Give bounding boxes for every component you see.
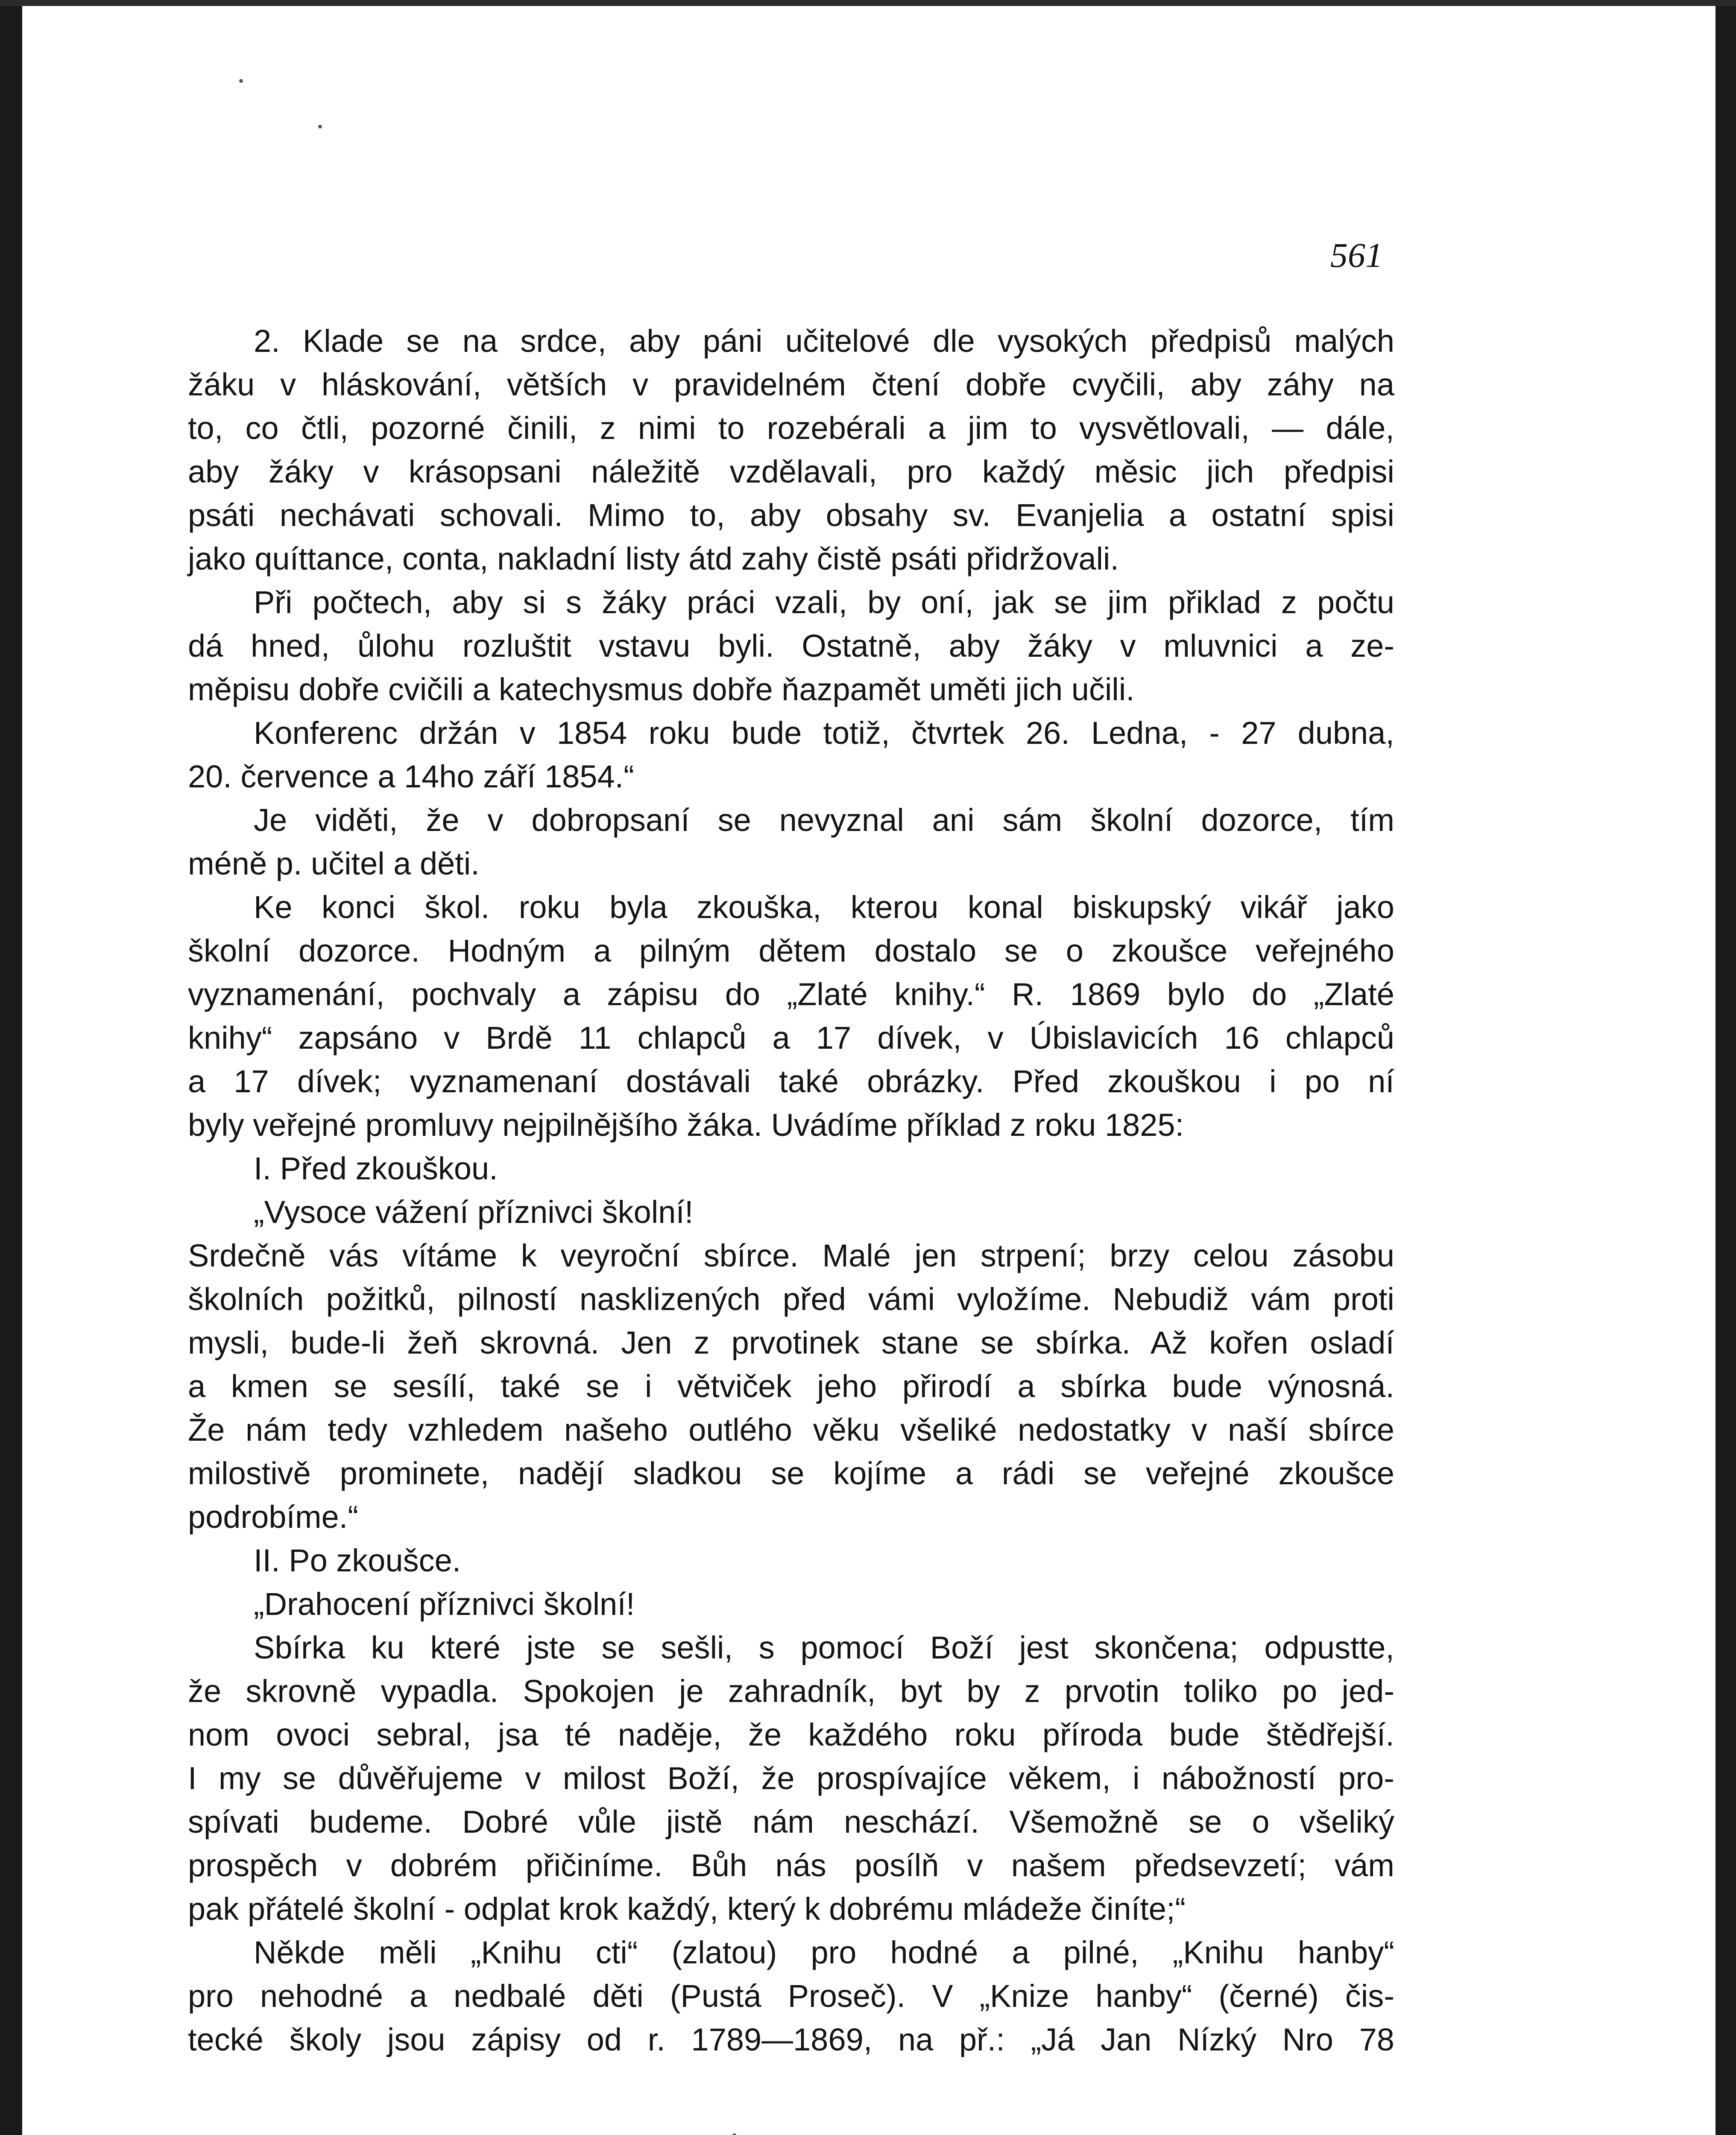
scan-speck: [318, 125, 322, 129]
body-text: [188, 319, 1394, 2062]
text-line: podrobíme.“: [188, 1499, 358, 1535]
text-line: prospěch v dobrém přičiníme. Bůh nás posílň v našem předsevzetí; vám: [188, 1848, 1394, 1883]
scan-border-right: [1716, 0, 1736, 2135]
text-line: měpisu dobře cvičili a katechysmus dobře ňazpamět uměti jich učili.: [188, 672, 1135, 707]
text-line: II. Po zkoušce.: [254, 1543, 461, 1578]
page-number: 561: [1330, 236, 1383, 275]
text-line: Sbírka ku které jste se sešli, s pomocí Boží jest skončena; odpustte,: [254, 1630, 1394, 1665]
text-line: Srdečně vás vítáme k veyroční sbírce. Malé jen strpení; brzy celou zásobu: [188, 1238, 1394, 1273]
text-line: pak přátelé školní - odplat krok každý, který k dobrému mládeže činíte;“: [188, 1891, 1186, 1927]
text-line: Ke konci škol. roku byla zkouška, kterou konal biskupský vikář jako: [254, 889, 1394, 925]
text-line: nom ovoci sebral, jsa té naděje, že každého roku příroda bude štědřejší.: [188, 1717, 1394, 1752]
text-line: Někde měli „Knihu cti“ (zlatou) pro hodné a pilné, „Knihu hanby“: [254, 1935, 1394, 1970]
text-line: Při počtech, aby si s žáky práci vzali, by oní, jak se jim přiklad z počtu: [254, 585, 1394, 620]
text-line: milostivě prominete, nadějí sladkou se kojíme a rádi se veřejné zkoušce: [188, 1456, 1394, 1491]
text-line: spívati budeme. Dobré vůle jistě nám neschází. Všemožně se o všeliký: [188, 1804, 1394, 1840]
text-line: byly veřejné promluvy nejpilnějšího žáka. Uvádíme příklad z roku 1825:: [188, 1107, 1184, 1143]
text-line: I. Před zkouškou.: [254, 1151, 498, 1186]
text-line: „Vysoce vážení příznivci školní!: [254, 1194, 694, 1230]
text-line: 2. Klade se na srdce, aby páni učitelové dle vysokých předpisů malých: [254, 323, 1394, 359]
text-line: 20. července a 14ho září 1854.“: [188, 759, 634, 794]
text-line: aby žáky v krásopsani náležitě vzdělavali, pro každý měsic jich předpisi: [188, 454, 1394, 489]
scan-speck: [732, 2133, 736, 2135]
text-line: psáti nechávati schovali. Mimo to, aby obsahy sv. Evanjelia a ostatní spisi: [188, 497, 1394, 533]
text-line: Že nám tedy vzhledem našeho outlého věku všeliké nedostatky v naší sbírce: [188, 1412, 1394, 1448]
text-line: „Drahocení příznivci školní!: [254, 1586, 635, 1622]
scan-border-top: [0, 0, 1736, 6]
scan-border-left: [0, 0, 22, 2135]
text-line: mysli, bude-li žeň skrovná. Jen z prvotinek stane se sbírka. Až kořen osladí: [188, 1325, 1394, 1360]
text-line: tecké školy jsou zápisy od r. 1789—1869, na př.: „Já Jan Nízký Nro 78: [188, 2022, 1394, 2057]
text-line: dá hned, ůlohu rozluštit vstavu byli. Ostatně, aby žáky v mluvnici a ze-: [188, 628, 1394, 664]
text-line: knihy“ zapsáno v Brdě 11 chlapců a 17 dívek, v Úbislavicích 16 chlapců: [188, 1020, 1394, 1056]
text-line: žáku v hláskování, větších v pravidelném čtení dobře cvyčili, aby záhy na: [188, 367, 1394, 402]
text-line: to, co čtli, pozorné činili, z nimi to rozebérali a jim to vysvětlovali, — dále,: [188, 410, 1394, 446]
text-line: Konferenc držán v 1854 roku bude totiž, čtvrtek 26. Ledna, - 27 dubna,: [254, 715, 1394, 751]
text-line: méně p. učitel a děti.: [188, 846, 480, 881]
text-line: školních požitků, pilností nasklizených před vámi vyložíme. Nebudiž vám proti: [188, 1281, 1394, 1317]
text-line: I my se důvěřujeme v milost Boží, že prospívajíce věkem, i nábožností pro-: [188, 1761, 1394, 1796]
text-line: pro nehodné a nedbalé děti (Pustá Proseč). V „Knize hanby“ (černé) čis-: [188, 1978, 1394, 2014]
text-line: že skrovně vypadla. Spokojen je zahradník, byt by z prvotin toliko po jed-: [188, 1673, 1394, 1709]
text-line: jako quíttance, conta, nakladní listy átd zahy čistě psáti přidržovali.: [188, 541, 1119, 576]
text-line: školní dozorce. Hodným a pilným dětem dostalo se o zkoušce veřejného: [188, 933, 1394, 968]
text-line: Je viděti, že v dobropsaní se nevyznal ani sám školní dozorce, tím: [254, 802, 1394, 838]
text-line: vyznamenání, pochvaly a zápisu do „Zlaté knihy.“ R. 1869 bylo do „Zlaté: [188, 977, 1394, 1012]
scan-speck: [239, 79, 243, 83]
text-line: a kmen se sesílí, také se i větviček jeho přirodí a sbírka bude výnosná.: [188, 1369, 1394, 1404]
text-line: a 17 dívek; vyznamenaní dostávali také obrázky. Před zkouškou i po ní: [188, 1064, 1394, 1099]
